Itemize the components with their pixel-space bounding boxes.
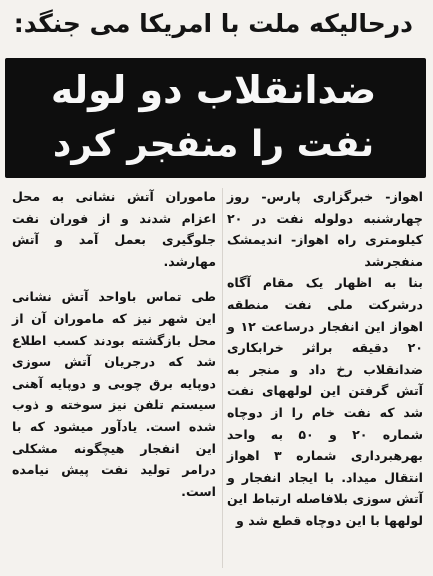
column-divider: [222, 188, 223, 568]
headline-line-2: نفت را منفجر کرد: [52, 124, 375, 165]
article-column-left: [12, 186, 216, 502]
headline-line-1: ضدانقلاب دو لوله: [50, 68, 377, 112]
article-emphasis: یادآور میشود که با این انفجار هیچگونه مشکلی درامر تولید نفت پیش نیامده است.: [12, 418, 216, 499]
article-sentence: طی تماس باواحد آتش نشانی این شهر نیز که ماموران آن از محل بازگشته بودند کسب اطلاع شد که درجریان آتش سوزی دوپایه برق چوبی و دوپایه آهنی سیستم تلفن نیز سوخته و ذوب شده است.: [12, 289, 216, 434]
article-paragraph: ماموران آتش نشانی به محل اعزام شدند و از فوران نفت جلوگیری بعمل آمد و آتش مهارشد.: [12, 189, 216, 269]
kicker-headline: درحالیکه ملت با امریکا می جنگد:: [13, 9, 413, 38]
headline-box: [5, 58, 426, 178]
article-column-right: [227, 186, 423, 532]
article-lead-paragraph: اهواز- خبرگزاری پارس- روز چهارشنبه دولوله نفت در ۲۰ کیلومتری راه اهواز- اندیمشک منفجرشد: [227, 189, 423, 269]
article-paragraph: بنا به اظهار یک مقام آگاه درشرکت ملی نفت منطقه اهواز این انفجار درساعت ۱۲ و ۲۰ دقیقه براثر خرابکاری ضدانقلاب رخ داد و منجر به آتش گرفتن این لولههای نفت شد که نفت خام را از دوچاه شماره ۲۰ و ۵۰ به واحد بهرهبرداری شماره ۳ اهواز انتقال میداد. با ایجاد انفجار و آتش سوزی بلافاصله ارتباط این لولهها با این دوچاه قطع شد و: [227, 275, 424, 528]
article-paragraph: [12, 286, 216, 502]
